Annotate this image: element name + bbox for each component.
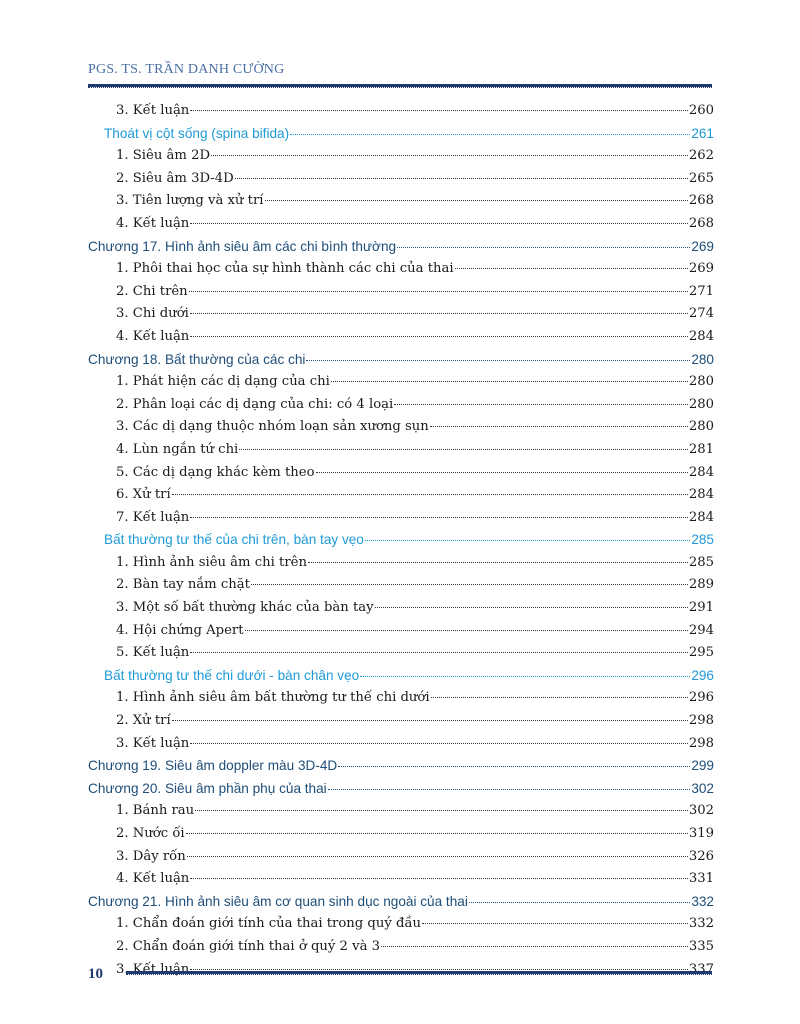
dot-leader xyxy=(190,223,688,224)
toc-entry-page-number: 268 xyxy=(688,193,714,209)
dot-leader xyxy=(265,200,688,201)
toc-entry-page-number: 335 xyxy=(688,938,714,954)
toc-entry-page-number: 299 xyxy=(691,758,714,774)
toc-entry-page-number: 332 xyxy=(691,893,714,909)
toc-item-row[interactable] xyxy=(88,574,714,597)
toc-item-row[interactable] xyxy=(88,258,714,281)
toc-item-row[interactable] xyxy=(88,213,714,236)
toc-entry-page-number: 284 xyxy=(688,487,714,503)
dot-leader xyxy=(365,540,690,541)
toc-entry-title: Chương 20. Siêu âm phần phụ của thai xyxy=(88,780,327,796)
toc-entry-page-number: 280 xyxy=(688,396,714,412)
toc-entry-title: 7. Kết luận xyxy=(116,509,190,525)
toc-entry-title: 1. Hình ảnh siêu âm bất thường tư thế chi dưới xyxy=(116,690,430,706)
toc-item-row[interactable] xyxy=(88,326,714,349)
toc-item-row[interactable] xyxy=(88,303,714,326)
dot-leader xyxy=(328,789,691,790)
dot-leader xyxy=(422,923,688,924)
toc-item-row[interactable] xyxy=(88,507,714,530)
toc-entry-title: 4. Kết luận xyxy=(116,871,190,887)
dot-leader xyxy=(190,336,688,337)
toc-entry-title: 1. Siêu âm 2D xyxy=(116,148,211,164)
dot-leader xyxy=(172,494,688,495)
toc-entry-title: 2. Phân loại các dị dạng của chi: có 4 loại xyxy=(116,396,394,412)
toc-item-row[interactable] xyxy=(88,281,714,304)
toc-item-row[interactable] xyxy=(88,145,714,168)
toc-entry-page-number: 284 xyxy=(688,328,714,344)
toc-entry-title: Chương 17. Hình ảnh siêu âm các chi bình thường xyxy=(88,238,397,254)
toc-entry-page-number: 274 xyxy=(688,306,714,322)
dot-leader xyxy=(172,720,688,721)
toc-entry-page-number: 262 xyxy=(688,148,714,164)
toc-chapter-row[interactable] xyxy=(88,891,714,914)
toc-entry-title: 3. Tiên lượng và xử trí xyxy=(116,193,264,209)
toc-chapter-row[interactable] xyxy=(88,236,714,259)
toc-entry-page-number: 291 xyxy=(688,600,714,616)
toc-entry-page-number: 271 xyxy=(688,283,714,299)
toc-chapter-row[interactable] xyxy=(88,349,714,372)
toc-entry-title: 2. Chẩn đoán giới tính thai ở quý 2 và 3 xyxy=(116,938,381,954)
toc-chapter-row[interactable] xyxy=(88,778,714,801)
dot-leader xyxy=(195,810,688,811)
toc-item-row[interactable] xyxy=(88,710,714,733)
toc-entry-page-number: 284 xyxy=(688,464,714,480)
toc-entry-page-number: 337 xyxy=(688,961,714,977)
dot-leader xyxy=(306,360,690,361)
toc-item-row[interactable] xyxy=(88,642,714,665)
toc-entry-title: 2. Bàn tay nắm chặt xyxy=(116,577,250,593)
dot-leader xyxy=(239,449,688,450)
toc-entry-title: 3. Một số bất thường khác của bàn tay xyxy=(116,600,374,616)
toc-item-row[interactable] xyxy=(88,846,714,869)
toc-item-row[interactable] xyxy=(88,371,714,394)
footer-rule xyxy=(126,971,712,975)
table-of-contents xyxy=(88,100,714,981)
toc-entry-title: 3. Kết luận xyxy=(116,735,190,751)
toc-item-row[interactable] xyxy=(88,913,714,936)
toc-entry-page-number: 295 xyxy=(688,645,714,661)
toc-entry-page-number: 284 xyxy=(688,509,714,525)
toc-entry-page-number: 280 xyxy=(688,419,714,435)
dot-leader xyxy=(190,313,688,314)
toc-entry-title: Bất thường tư thế của chi trên, bàn tay vẹo xyxy=(104,532,364,548)
toc-entry-title: 1. Bánh rau xyxy=(116,803,195,819)
dot-leader xyxy=(190,110,688,111)
toc-entry-page-number: 285 xyxy=(688,554,714,570)
dot-leader xyxy=(430,426,688,427)
toc-entry-page-number: 269 xyxy=(688,261,714,277)
toc-entry-title: 5. Các dị dạng khác kèm theo xyxy=(116,464,315,480)
dot-leader xyxy=(211,155,688,156)
toc-entry-title: 2. Siêu âm 3D-4D xyxy=(116,170,234,186)
toc-entry-title: 2. Chi trên xyxy=(116,283,188,299)
toc-item-row[interactable] xyxy=(88,597,714,620)
toc-item-row[interactable] xyxy=(88,687,714,710)
toc-entry-title: 3. Kết luận xyxy=(116,103,190,118)
dot-leader xyxy=(375,607,688,608)
toc-entry-page-number: 298 xyxy=(688,735,714,751)
toc-item-row[interactable] xyxy=(88,800,714,823)
dot-leader xyxy=(251,584,688,585)
running-header-author: PGS. TS. TRẦN DANH CƯỜNG xyxy=(88,62,285,77)
toc-entry-title: 1. Hình ảnh siêu âm chi trên xyxy=(116,554,307,570)
dot-leader xyxy=(360,676,690,677)
dot-leader xyxy=(455,268,688,269)
toc-entry-page-number: 285 xyxy=(691,532,714,548)
toc-entry-page-number: 302 xyxy=(691,780,714,796)
toc-entry-page-number: 296 xyxy=(691,667,714,683)
toc-entry-page-number: 265 xyxy=(688,170,714,186)
toc-entry-page-number: 280 xyxy=(688,374,714,390)
dot-leader xyxy=(190,743,688,744)
toc-entry-page-number: 319 xyxy=(688,826,714,841)
header-rule xyxy=(88,84,712,88)
toc-entry-page-number: 261 xyxy=(691,125,714,141)
toc-entry-page-number: 268 xyxy=(688,215,714,231)
toc-chapter-row[interactable] xyxy=(88,755,714,778)
dot-leader xyxy=(190,878,688,879)
toc-item-row[interactable] xyxy=(88,868,714,891)
toc-entry-title: 5. Kết luận xyxy=(116,645,190,661)
dot-leader xyxy=(469,902,690,903)
toc-entry-title: 6. Xử trí xyxy=(116,487,171,503)
toc-entry-title: Chương 18. Bất thường của các chi xyxy=(88,351,306,367)
toc-item-row[interactable] xyxy=(88,394,714,417)
dot-leader xyxy=(397,247,690,248)
toc-section-row[interactable] xyxy=(88,529,714,552)
toc-section-row[interactable] xyxy=(88,665,714,688)
dot-leader xyxy=(308,562,688,563)
dot-leader xyxy=(190,517,688,518)
toc-item-row[interactable] xyxy=(88,733,714,756)
dot-leader xyxy=(186,833,688,834)
toc-entry-page-number: 269 xyxy=(691,238,714,254)
toc-entry-title: 2. Nước ối xyxy=(116,826,185,841)
page-number: 10 xyxy=(88,966,103,982)
dot-leader xyxy=(381,946,688,947)
toc-entry-page-number: 289 xyxy=(688,577,714,593)
toc-entry-title: 4. Lùn ngắn tứ chi xyxy=(116,441,239,457)
dot-leader xyxy=(290,134,690,135)
dot-leader xyxy=(316,472,688,473)
dot-leader xyxy=(331,381,688,382)
toc-entry-page-number: 280 xyxy=(691,351,714,367)
toc-entry-title: 1. Chẩn đoán giới tính của thai trong quý đầu xyxy=(116,916,422,932)
toc-item-row[interactable] xyxy=(88,484,714,507)
dot-leader xyxy=(245,630,688,631)
toc-entry-page-number: 326 xyxy=(688,848,714,864)
toc-entry-title: Thoát vị cột sống (spina bifida) xyxy=(104,125,290,141)
toc-entry-title: Chương 19. Siêu âm doppler màu 3D-4D xyxy=(88,758,338,774)
toc-item-row[interactable] xyxy=(88,620,714,643)
toc-entry-title: 3. Các dị dạng thuộc nhóm loạn sản xương sụn xyxy=(116,419,429,435)
toc-entry-page-number: 260 xyxy=(688,103,714,118)
dot-leader xyxy=(431,697,688,698)
toc-entry-title: 4. Kết luận xyxy=(116,215,190,231)
toc-item-row[interactable] xyxy=(88,168,714,191)
toc-entry-title: Bất thường tư thế chi dưới - bàn chân vẹo xyxy=(104,667,360,683)
toc-entry-title: 2. Xử trí xyxy=(116,713,171,729)
toc-entry-page-number: 332 xyxy=(688,916,714,932)
dot-leader xyxy=(235,178,688,179)
toc-entry-title: 1. Phôi thai học của sự hình thành các chi của thai xyxy=(116,261,454,277)
toc-entry-title: 4. Hội chứng Apert xyxy=(116,622,244,638)
toc-entry-title: 3. Chi dưới xyxy=(116,306,189,322)
toc-item-row[interactable] xyxy=(88,552,714,575)
dot-leader xyxy=(338,766,690,767)
toc-entry-page-number: 296 xyxy=(688,690,714,706)
toc-entry-page-number: 302 xyxy=(688,803,714,819)
toc-entry-title: 3. Kết luận xyxy=(116,961,190,977)
toc-entry-title: Chương 21. Hình ảnh siêu âm cơ quan sinh dục ngoài của thai xyxy=(88,893,468,909)
toc-item-row[interactable] xyxy=(88,100,714,123)
toc-entry-page-number: 331 xyxy=(688,871,714,887)
toc-item-row[interactable] xyxy=(88,416,714,439)
toc-entry-title: 1. Phát hiện các dị dạng của chi xyxy=(116,374,330,390)
dot-leader xyxy=(189,291,688,292)
dot-leader xyxy=(190,969,688,970)
toc-item-row[interactable] xyxy=(88,823,714,846)
toc-entry-page-number: 281 xyxy=(688,441,714,457)
toc-item-row[interactable] xyxy=(88,959,714,982)
toc-item-row[interactable] xyxy=(88,439,714,462)
toc-item-row[interactable] xyxy=(88,936,714,959)
toc-section-row[interactable] xyxy=(88,123,714,146)
toc-item-row[interactable] xyxy=(88,190,714,213)
dot-leader xyxy=(187,856,688,857)
dot-leader xyxy=(190,652,688,653)
toc-item-row[interactable] xyxy=(88,462,714,485)
toc-entry-page-number: 298 xyxy=(688,713,714,729)
toc-entry-page-number: 294 xyxy=(688,622,714,638)
toc-entry-title: 4. Kết luận xyxy=(116,328,190,344)
dot-leader xyxy=(394,404,688,405)
toc-entry-title: 3. Dây rốn xyxy=(116,848,186,864)
